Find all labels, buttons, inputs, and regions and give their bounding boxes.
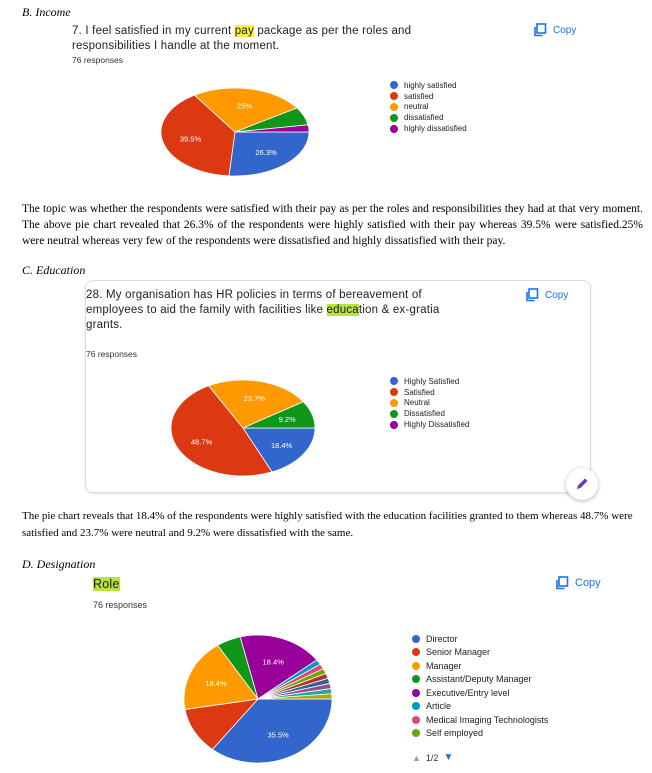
education-question-text-2: tion & ex-gratia grants. (86, 304, 440, 331)
legend-swatch (390, 81, 398, 89)
income-legend (390, 80, 467, 134)
copy-label: Copy (553, 24, 577, 36)
legend-pager (412, 752, 453, 763)
legend-label: dissatisfied (404, 113, 444, 123)
education-question-highlight: educa (326, 304, 359, 316)
income-question-text-2: package as per the roles and responsibilities I handle at the moment. (72, 25, 412, 52)
legend-label: Medical Imaging Technologists (426, 714, 549, 725)
role-question (93, 577, 120, 592)
legend-label: Highly Dissatisfied (404, 420, 470, 430)
pie-label-manager: 18.4% (205, 678, 227, 688)
legend-item-senior-manager (412, 646, 548, 660)
copy-label: Copy (575, 577, 601, 589)
pencil-icon (566, 468, 598, 500)
legend-swatch (412, 702, 420, 710)
legend-swatch (390, 92, 398, 100)
income-question-text-1: 7. I feel satisfied in my current (72, 25, 235, 37)
pie-label-highly-satisfied: 26.3% (255, 148, 277, 158)
education-legend (390, 376, 469, 430)
income-question-highlight: pay (234, 25, 254, 37)
legend-swatch (390, 421, 398, 429)
legend-swatch (412, 662, 420, 670)
income-paragraph: The topic was whether the respondents were satisfied with their pay as per the roles and responsibilities they had at that very moment. The above pie chart revealed that 26.3% of the respondents were highly satisfied with their pay whereas 39.5% were satisfied.25% were neutral whereas very few of the respondents were dissatisfied and highly dissatisfied with their pay. (22, 203, 643, 247)
legend-item-executive-entry-level (412, 686, 548, 700)
legend-label: satisfied (404, 91, 434, 101)
legend-item-article (412, 700, 548, 714)
legend-label: Manager (426, 660, 462, 671)
legend-label: Self employed (426, 728, 484, 739)
pager-next-icon[interactable]: ▼ (443, 752, 454, 763)
legend-label: Assistant/Deputy Manager (426, 674, 532, 685)
pager-label: 1/2 (425, 752, 439, 763)
legend-swatch (390, 103, 398, 111)
legend-item-director (412, 632, 548, 646)
legend-swatch (412, 729, 420, 737)
legend-swatch (390, 388, 398, 396)
income-responses-count: 76 responses (72, 55, 124, 65)
legend-item-highly-dissatisfied (390, 123, 467, 134)
legend-swatch (390, 114, 398, 122)
legend-label: Satisfied (404, 387, 435, 397)
copy-icon (525, 288, 539, 302)
pie-label-highly-satisfied: 18.4% (270, 440, 293, 450)
education-responses-count: 76 responses (86, 349, 138, 359)
income-copy-button[interactable] (533, 23, 576, 37)
role-legend (412, 632, 548, 740)
legend-item-neutral (390, 102, 467, 113)
copy-icon (533, 23, 547, 37)
legend-label: highly satisfied (404, 80, 457, 90)
legend-label: Article (426, 701, 452, 712)
legend-label: Executive/Entry level (426, 687, 510, 698)
legend-label: Dissatisfied (404, 409, 445, 419)
legend-swatch (412, 716, 420, 724)
edit-button[interactable] (566, 468, 598, 500)
section-heading-income: B. Income (22, 5, 71, 19)
legend-item-satisfied (390, 91, 467, 102)
legend-item-dissatisfied (390, 408, 469, 419)
legend-item-assistant-deputy-manager (412, 673, 548, 687)
pie-label-satisfied: 39.5% (179, 134, 202, 144)
copy-icon (555, 576, 569, 590)
income-pie-chart (150, 75, 320, 190)
legend-label: Director (426, 633, 458, 644)
pie-label-neutral: 25% (236, 101, 252, 111)
section-heading-designation: D. Designation (22, 557, 96, 571)
role-copy-button[interactable] (555, 576, 601, 590)
pie-label-neutral: 23.7% (243, 394, 265, 404)
pager-prev-icon[interactable]: ▲ (412, 752, 421, 763)
legend-item-highly-satisfied (390, 376, 469, 387)
legend-swatch (390, 410, 398, 418)
education-question-text-1: 28. My organisation has HR policies in terms of bereavement of employees to aid the family with facilities like (86, 289, 422, 316)
legend-item-dissatisfied (390, 112, 467, 123)
legend-item-satisfied (390, 387, 469, 398)
legend-item-manager (412, 659, 548, 673)
copy-label: Copy (545, 289, 569, 301)
legend-swatch (412, 689, 420, 697)
pie-label-dissatisfied: 9.2% (278, 415, 296, 425)
legend-swatch (412, 675, 420, 683)
income-question (72, 24, 472, 54)
role-question-highlight: Role (93, 577, 120, 591)
pie-label-satisfied: 48.7% (190, 437, 213, 447)
legend-swatch (412, 648, 420, 656)
legend-item-highly-dissatisfied (390, 419, 469, 430)
education-copy-button[interactable] (525, 288, 568, 302)
section-heading-education: C. Education (22, 263, 86, 277)
legend-swatch (390, 125, 398, 133)
role-responses-count: 76 responses (93, 600, 148, 610)
legend-label: Highly Satisfied (404, 376, 460, 386)
education-question (86, 288, 476, 333)
role-pie-chart (170, 625, 345, 773)
legend-label: Senior Manager (426, 647, 491, 658)
pie-label-director: 35.5% (267, 730, 289, 740)
legend-swatch (390, 377, 398, 385)
legend-label: highly dissatisfied (404, 124, 467, 134)
legend-swatch (390, 399, 398, 407)
legend-item-medical-imaging-technologists (412, 713, 548, 727)
education-paragraph: The pie chart reveals that 18.4% of the respondents were highly satisfied with the education facilities granted to them whereas 48.7% were satisfied and 23.7% were neutral and 9.2% were dissatisfied with the same. (22, 510, 633, 539)
legend-label: Neutral (404, 398, 430, 408)
legend-label: neutral (404, 102, 429, 112)
pie-label-executive-entry-level: 18.4% (262, 657, 284, 667)
legend-swatch (412, 635, 420, 643)
legend-item-highly-satisfied (390, 80, 467, 91)
education-pie-chart (160, 368, 325, 488)
legend-item-self-employed (412, 727, 548, 741)
legend-item-neutral (390, 398, 469, 409)
